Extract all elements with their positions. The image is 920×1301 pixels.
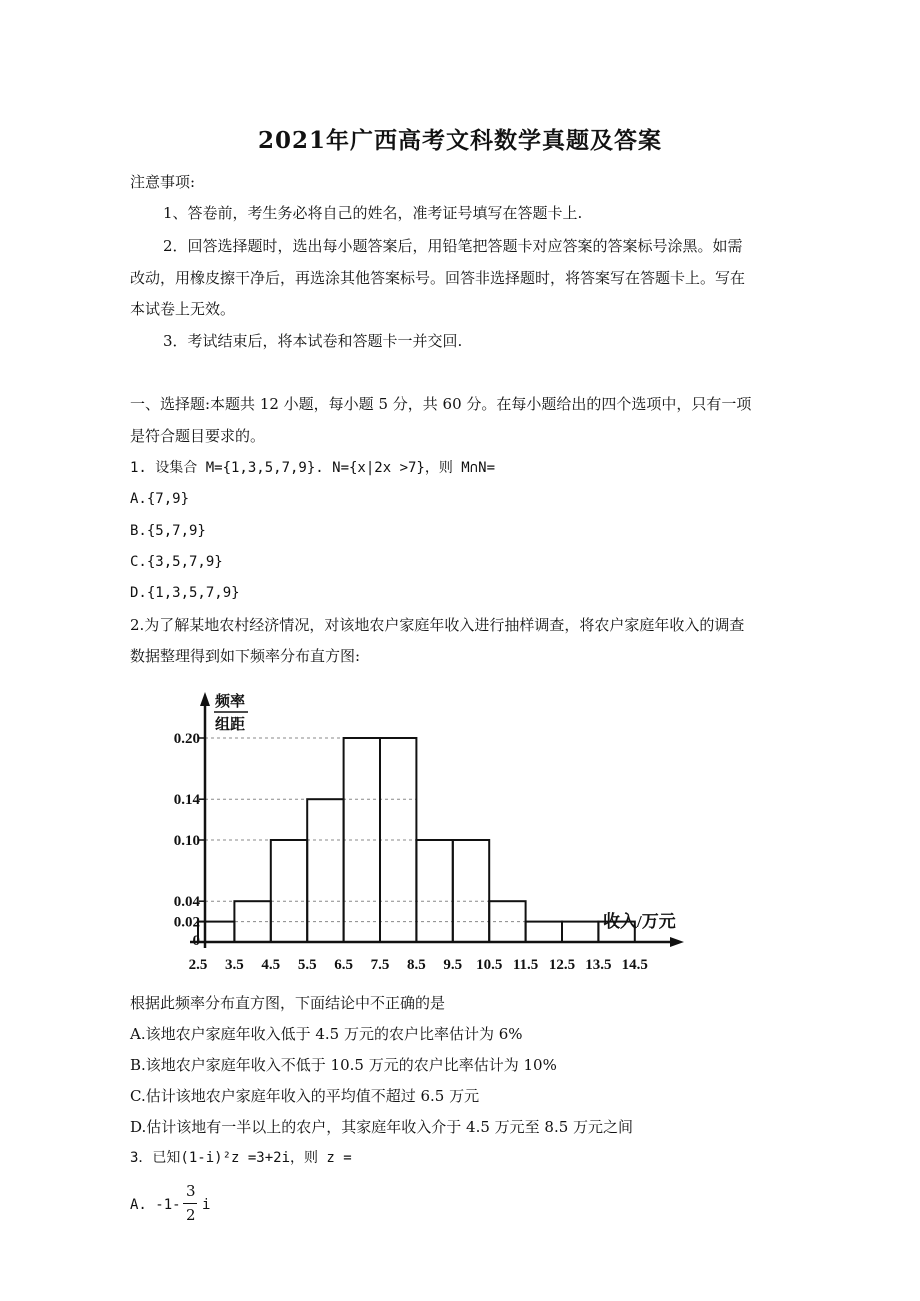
question-2-option-b: B.该地农户家庭年收入不低于 10.5 万元的农户比率估计为 10% bbox=[130, 1056, 557, 1074]
x-tick-label: 3.5 bbox=[225, 957, 244, 973]
x-tick-label: 7.5 bbox=[370, 957, 390, 973]
x-tick-label: 11.5 bbox=[512, 957, 539, 973]
question-3-option-a bbox=[130, 1182, 270, 1232]
page-title: 2021年广西高考文科数学真题及答案 bbox=[257, 127, 662, 154]
question-1-option-d: D.{1,3,5,7,9} bbox=[130, 585, 240, 601]
x-axis-label: 收入/万元 bbox=[603, 912, 676, 931]
notice-item-2-cont2: 本试卷上无效。 bbox=[130, 300, 236, 318]
question-2-prompt: 根据此频率分布直方图，下面结论中不正确的是 bbox=[130, 994, 446, 1012]
question-2-option-d: D.估计该地有一半以上的农户，其家庭年收入介于 4.5 万元至 8.5 万元之间 bbox=[130, 1118, 634, 1136]
x-tick-label: 12.5 bbox=[548, 957, 576, 973]
histogram-bar bbox=[562, 922, 598, 942]
fraction-denominator: 2 bbox=[186, 1206, 196, 1224]
notice-item-1: 1、答卷前，考生务必将自己的姓名，准考证号填写在答题卡上. bbox=[163, 204, 583, 222]
origin-label: 0 bbox=[192, 933, 200, 949]
y-axis-arrow bbox=[200, 692, 210, 706]
notice-item-3: 3．考试结束后，将本试卷和答题卡一并交回. bbox=[163, 332, 463, 350]
notice-heading: 注意事项: bbox=[130, 173, 196, 191]
histogram-bar bbox=[416, 840, 452, 942]
histogram-bars bbox=[198, 738, 635, 942]
section-heading-cont: 是符合题目要求的。 bbox=[130, 427, 266, 445]
histogram-chart bbox=[128, 680, 708, 980]
x-tick-label: 5.5 bbox=[297, 957, 317, 973]
x-tick-label: 6.5 bbox=[334, 957, 353, 973]
option-a-suffix: i bbox=[202, 1197, 211, 1213]
question-1-option-a: A.{7,9} bbox=[130, 491, 190, 507]
y-tick-labels bbox=[174, 731, 201, 931]
question-3-stem: 3．已知(1-i)²z =3+2i，则 z = bbox=[130, 1150, 352, 1166]
question-2-option-c: C.估计该地农户家庭年收入的平均值不超过 6.5 万元 bbox=[130, 1087, 480, 1105]
x-tick-labels bbox=[189, 957, 648, 973]
fraction-numerator: 3 bbox=[186, 1182, 196, 1200]
question-1-option-b: B.{5,7,9} bbox=[130, 523, 206, 539]
x-tick-label: 9.5 bbox=[443, 957, 463, 973]
y-tick-label: 0.04 bbox=[173, 894, 200, 911]
question-2-option-a: A.该地农户家庭年收入低于 4.5 万元的农户比率估计为 6% bbox=[130, 1025, 523, 1043]
x-tick-label: 10.5 bbox=[476, 957, 503, 973]
question-1-option-c: C.{3,5,7,9} bbox=[130, 554, 223, 570]
y-tick-label: 0.10 bbox=[173, 833, 200, 849]
x-tick-label: 4.5 bbox=[261, 957, 281, 973]
histogram-bar bbox=[526, 922, 562, 942]
x-tick-label: 13.5 bbox=[585, 957, 612, 973]
question-2-stem: 2.为了解某地农村经济情况，对该地农户家庭年收入进行抽样调查，将农户家庭年收入的调查 bbox=[130, 616, 745, 634]
y-tick-label: 0.14 bbox=[173, 792, 200, 809]
x-tick-label: 8.5 bbox=[407, 957, 426, 973]
notice-item-2: 2．回答选择题时，选出每小题答案后，用铅笔把答题卡对应答案的答案标号涂黑。如需 bbox=[163, 237, 743, 255]
notice-item-2-cont: 改动，用橡皮擦干净后，再选涂其他答案标号。回答非选择题时，将答案写在答题卡上。写在 bbox=[130, 269, 746, 287]
y-axis-label-top: 频率 bbox=[214, 694, 246, 710]
histogram-bar bbox=[198, 922, 234, 942]
question-1-stem: 1. 设集合 M={1,3,5,7,9}. N={x|2x >7}，则 M∩N= bbox=[130, 460, 496, 476]
section-heading: 一、选择题:本题共 12 小题，每小题 5 分，共 60 分。在每小题给出的四个选项中，只有一项 bbox=[130, 395, 752, 413]
fraction-bar bbox=[183, 1203, 197, 1204]
question-2-stem-cont: 数据整理得到如下频率分布直方图: bbox=[130, 647, 361, 665]
x-tick-label: 14.5 bbox=[621, 957, 648, 973]
y-tick-label: 0.02 bbox=[173, 914, 200, 931]
option-a-prefix: A. -1- bbox=[130, 1197, 181, 1213]
y-axis-label-bottom: 组距 bbox=[214, 717, 246, 733]
y-tick-label: 0.20 bbox=[173, 731, 200, 747]
histogram-bar bbox=[307, 799, 343, 942]
histogram-bar bbox=[453, 840, 489, 942]
x-axis-arrow bbox=[670, 937, 684, 947]
histogram-bar bbox=[271, 840, 307, 942]
x-tick-label: 2.5 bbox=[188, 957, 208, 973]
axes bbox=[190, 692, 684, 948]
